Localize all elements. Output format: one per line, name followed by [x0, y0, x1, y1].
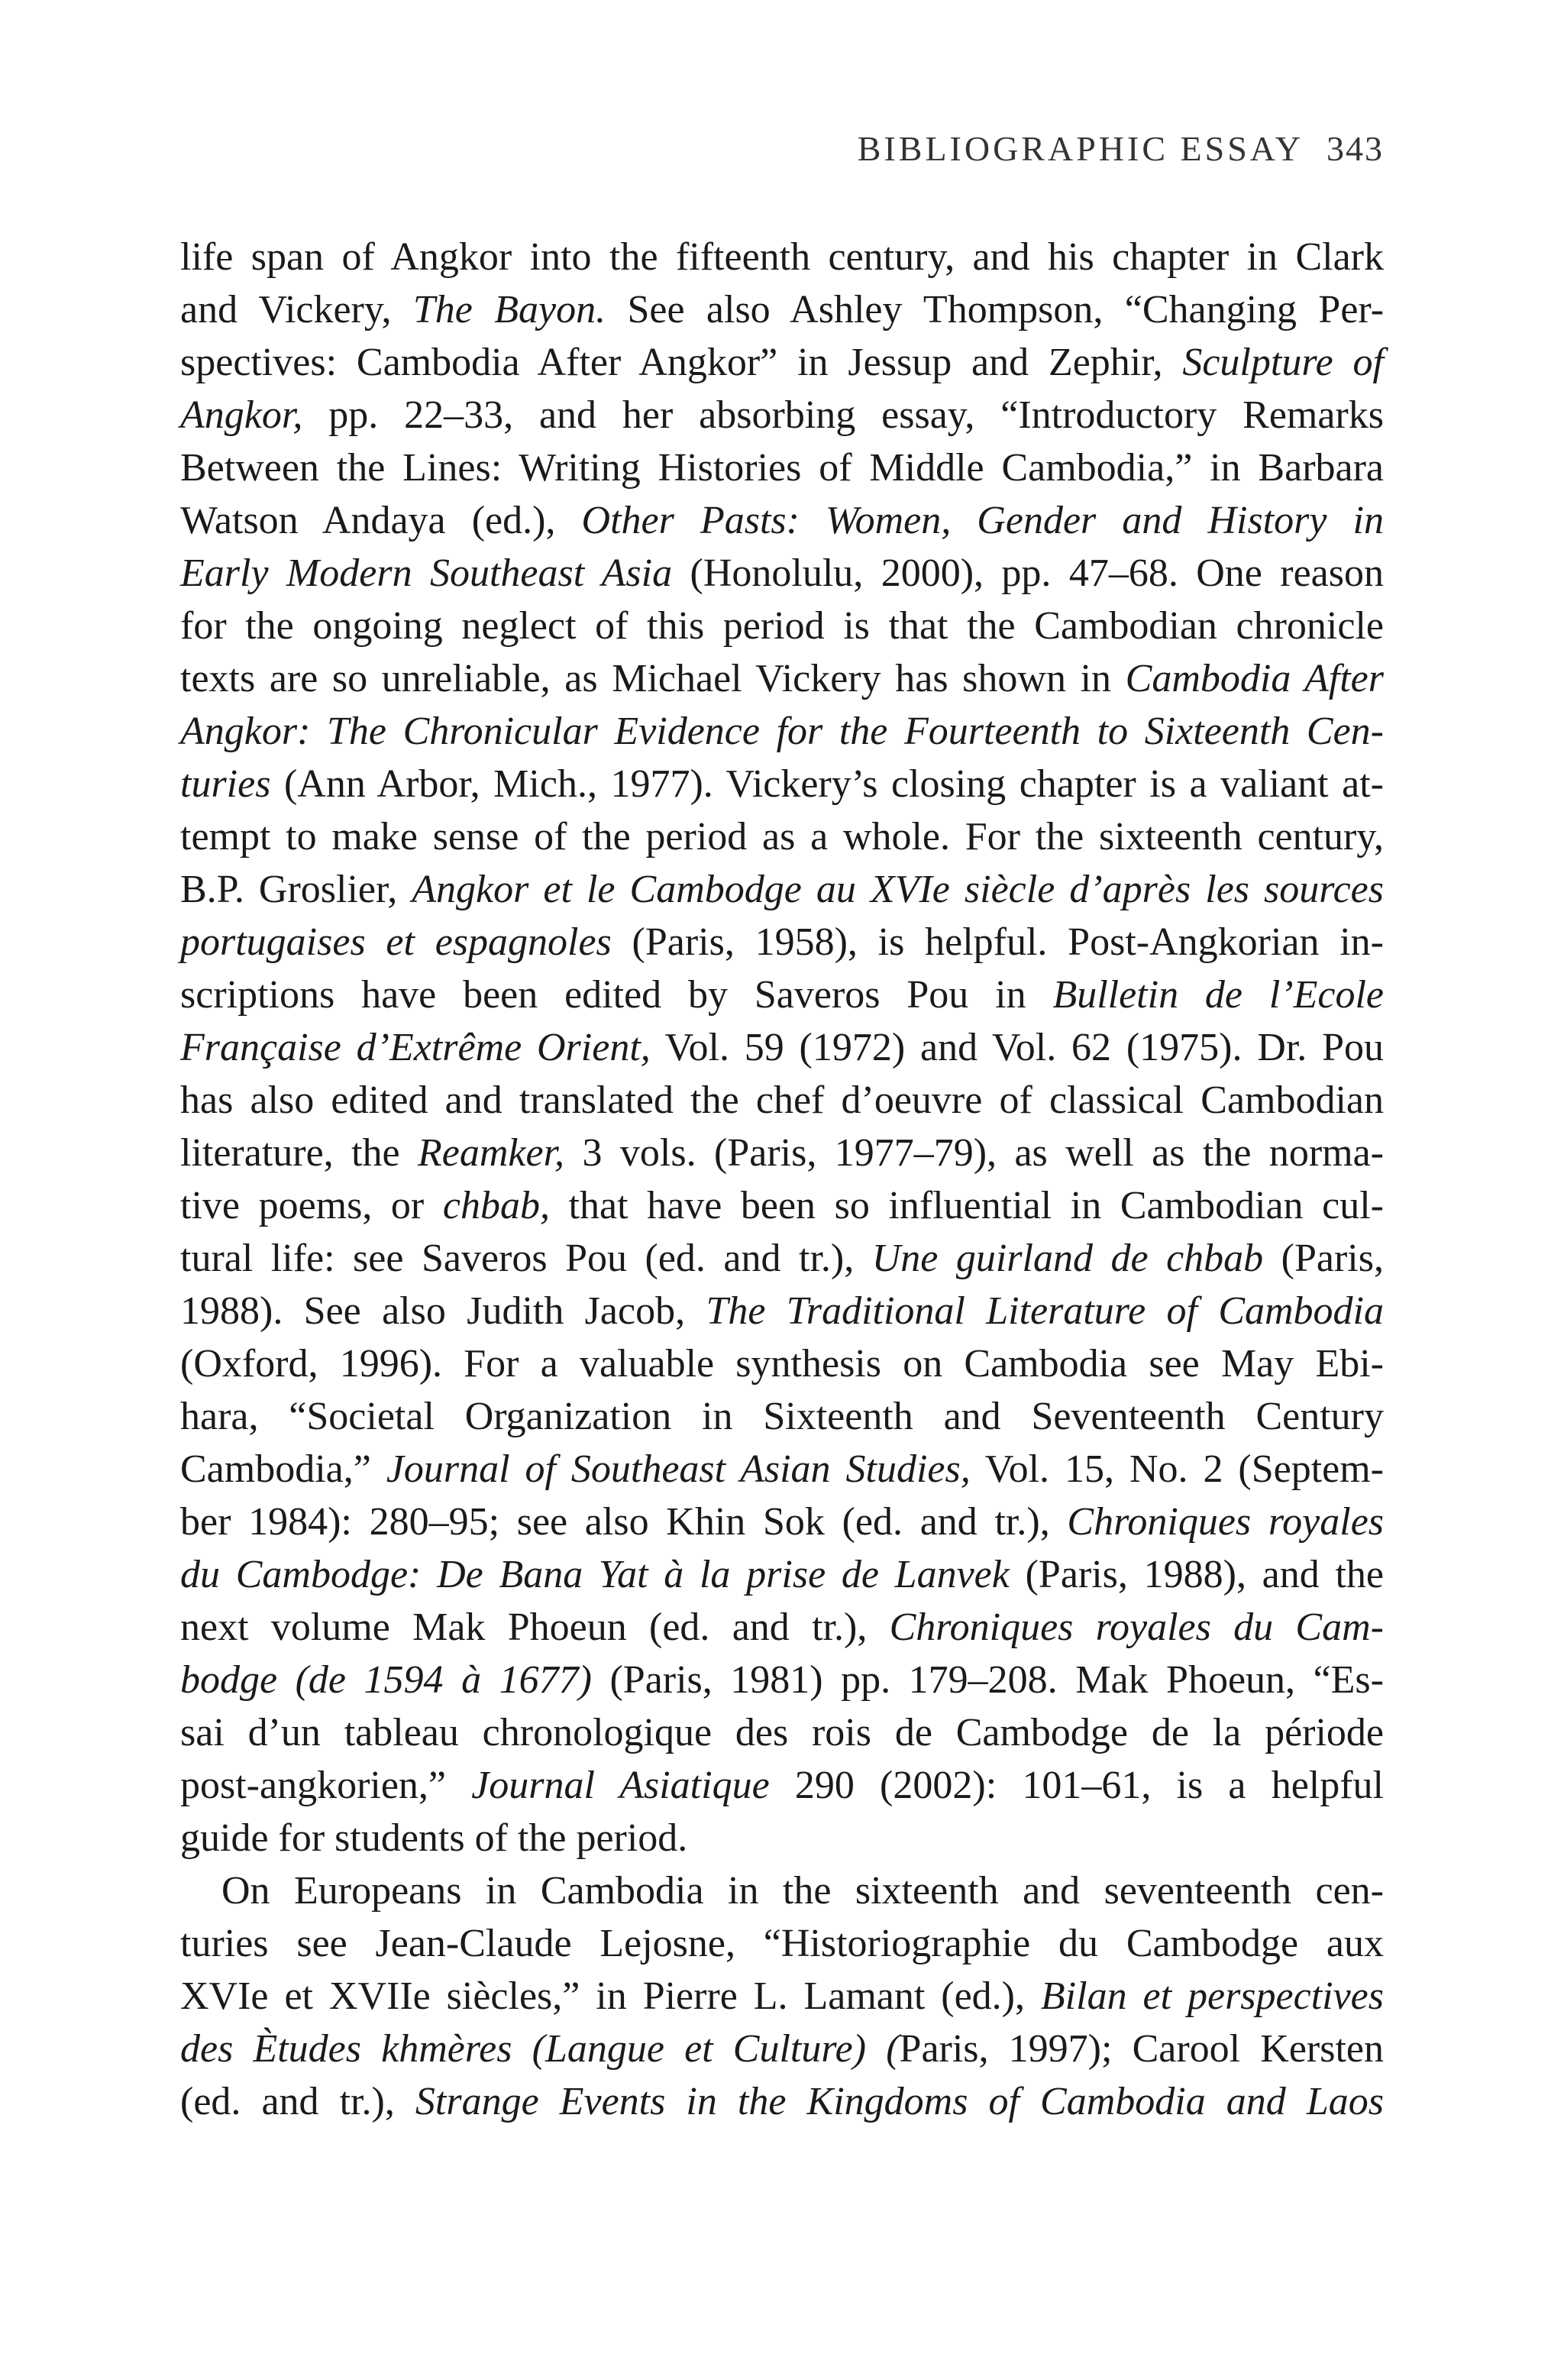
- page-number: 343: [1326, 129, 1384, 168]
- text-run: Paris, 1997); Carool Kersten: [899, 2027, 1384, 2071]
- text-line: [180, 1654, 1384, 1706]
- text-line: [180, 547, 1384, 600]
- text-line: [180, 810, 1384, 863]
- text-run: (Paris, 1958), is helpful. Post-Angkorian in-: [611, 920, 1384, 964]
- italic-text: Bulletin de l’Ecole: [1052, 973, 1384, 1017]
- text-run: literature, the: [180, 1131, 418, 1175]
- running-head-title: BIBLIOGRAPHIC ESSAY: [857, 129, 1304, 168]
- text-run: hara, “Societal Organization in Sixteenth and Seventeenth Century: [180, 1395, 1384, 1438]
- text-line: [180, 389, 1384, 441]
- text-run: spectives: Cambodia After Angkor” in Jessup and Zephir,: [180, 341, 1183, 384]
- text-run: scriptions have been edited by Saveros Pou in: [180, 973, 1053, 1017]
- text-run: 3 vols. (Paris, 1977–79), as well as the norma-: [564, 1131, 1384, 1175]
- italic-text: Journal Asiatique: [471, 1764, 770, 1807]
- text-run: (Oxford, 1996). For a valuable synthesis on Cambodia see May Ebi-: [180, 1342, 1384, 1386]
- text-run: (Ann Arbor, Mich., 1977). Vickery’s closing chapter is a valiant at-: [270, 762, 1384, 806]
- text-line: [180, 1337, 1384, 1390]
- text-run: (ed. and tr.),: [180, 2080, 415, 2123]
- text-run: pp. 22–33, and her absorbing essay, “Introductory Remarks: [302, 393, 1384, 437]
- text-line: [180, 336, 1384, 389]
- italic-text: Angkor: The Chronicular Evidence for the Fourteenth to Sixteenth Cen-: [180, 710, 1384, 753]
- text-run: 1988). See also Judith Jacob,: [180, 1289, 706, 1333]
- italic-text: The Bayon.: [412, 288, 606, 331]
- text-run: XVIe et XVIIe siècles,” in Pierre L. Lamant (ed.),: [180, 1974, 1041, 2018]
- text-run: tural life: see Saveros Pou (ed. and tr.),: [180, 1237, 872, 1280]
- text-line: [180, 1706, 1384, 1759]
- text-line: [180, 2023, 1384, 2075]
- text-run: that have been so influential in Cambodian cul-: [549, 1184, 1384, 1227]
- text-line: [180, 968, 1384, 1021]
- text-run: See also Ashley Thompson, “Changing Per-: [606, 288, 1385, 331]
- text-run: sai d’un tableau chronologique des rois de Cambodge de la période: [180, 1711, 1384, 1754]
- text-run: Between the Lines: Writing Histories of Middle Cambodia,” in Barbara: [180, 446, 1384, 490]
- text-line: [180, 758, 1384, 810]
- text-line: [180, 231, 1384, 283]
- text-line: [180, 1021, 1384, 1074]
- text-run: texts are so unreliable, as Michael Vickery has shown in: [180, 657, 1126, 700]
- text-run: (Paris,: [1263, 1237, 1384, 1280]
- text-line: [180, 863, 1384, 916]
- text-run: (Paris, 1981) pp. 179–208. Mak Phoeun, “Es-: [591, 1658, 1384, 1702]
- text-run: and Vickery,: [180, 288, 413, 331]
- text-line: [180, 1232, 1384, 1285]
- text-run: 290 (2002): 101–61, is a helpful: [769, 1764, 1384, 1807]
- italic-text: Cambodia After: [1125, 657, 1384, 700]
- text-line: [180, 1759, 1384, 1812]
- text-line: [180, 1812, 1384, 1864]
- text-line: [180, 1074, 1384, 1127]
- text-line: [180, 1285, 1384, 1337]
- text-run: ber 1984): 280–95; see also Khin Sok (ed. and tr.),: [180, 1500, 1068, 1544]
- italic-text: Sculpture of: [1182, 341, 1384, 384]
- text-line: [180, 441, 1384, 494]
- text-line: [180, 2075, 1384, 2128]
- italic-text: turies: [180, 762, 271, 806]
- italic-text: chbab,: [442, 1184, 550, 1227]
- text-run: B.P. Groslier,: [180, 868, 412, 911]
- text-line: [180, 1864, 1384, 1917]
- text-run: Vol. 15, No. 2 (Septem-: [970, 1447, 1385, 1491]
- italic-text: Early Modern Southeast Asia: [180, 551, 673, 595]
- text-run: tive poems, or: [180, 1184, 443, 1227]
- italic-text: Other Pasts: Women, Gender and History in: [581, 499, 1384, 542]
- text-line: [180, 916, 1384, 968]
- italic-text: Journal of Southeast Asian Studies,: [386, 1447, 971, 1491]
- text-run: Cambodia,”: [180, 1447, 386, 1491]
- text-line: [180, 1548, 1384, 1601]
- italic-text: Angkor,: [180, 393, 303, 437]
- text-run: turies see Jean-Claude Lejosne, “Historiographie du Cambodge aux: [180, 1922, 1384, 1965]
- text-run: Vol. 59 (1972) and Vol. 62 (1975). Dr. Pou: [650, 1026, 1384, 1069]
- text-run: life span of Angkor into the fifteenth century, and his chapter in Clark: [180, 235, 1384, 279]
- text-run: (Paris, 1988), and the: [1009, 1553, 1385, 1596]
- text-line: [180, 283, 1384, 336]
- text-run: next volume Mak Phoeun (ed. and tr.),: [180, 1606, 890, 1649]
- italic-text: Chroniques royales du Cam-: [889, 1606, 1384, 1649]
- text-line: [180, 1496, 1384, 1548]
- running-head: [858, 128, 1384, 169]
- italic-text: Chroniques royales: [1067, 1500, 1385, 1544]
- italic-text: Strange Events in the Kingdoms of Cambodia and Laos: [415, 2080, 1385, 2123]
- italic-text: du Cambodge: De Bana Yat à la prise de Lanvek: [180, 1553, 1010, 1596]
- italic-text: Angkor et le Cambodge au XVIe siècle d’après les sources: [412, 868, 1384, 911]
- paragraph: [180, 231, 1384, 1864]
- paragraph: [180, 1864, 1384, 2128]
- italic-text: Bilan et perspectives: [1040, 1974, 1384, 2018]
- text-run: Watson Andaya (ed.),: [180, 499, 582, 542]
- text-run: for the ongoing neglect of this period is that the Cambodian chronicle: [180, 604, 1384, 648]
- text-run: tempt to make sense of the period as a whole. For the sixteenth century,: [180, 815, 1384, 859]
- text-run: post-angkorien,”: [180, 1764, 472, 1807]
- italic-text: Une guirland de chbab: [871, 1237, 1264, 1280]
- text-line: [180, 1390, 1384, 1443]
- italic-text: portugaises et espagnoles: [180, 920, 612, 964]
- italic-text: bodge (de 1594 à 1677): [180, 1658, 592, 1702]
- body-text: [180, 231, 1384, 2128]
- text-line: [180, 600, 1384, 652]
- text-line: [180, 1970, 1384, 2023]
- text-line: [180, 1179, 1384, 1232]
- text-line: [180, 1127, 1384, 1179]
- text-run: has also edited and translated the chef d’oeuvre of classical Cambodian: [180, 1078, 1384, 1122]
- text-line: [180, 1917, 1384, 1970]
- italic-text: Française d’Extrême Orient,: [180, 1026, 651, 1069]
- italic-text: The Traditional Literature of Cambodia: [706, 1289, 1385, 1333]
- text-line: [180, 494, 1384, 547]
- text-line: [180, 1443, 1384, 1496]
- italic-text: Reamker,: [418, 1131, 565, 1175]
- text-run: guide for students of the period.: [180, 1816, 688, 1860]
- text-line: [180, 652, 1384, 705]
- italic-text: des Ètudes khmères (Langue et Culture) (: [180, 2027, 900, 2071]
- text-line: [180, 705, 1384, 758]
- text-run: (Honolulu, 2000), pp. 47–68. One reason: [672, 551, 1384, 595]
- text-run: On Europeans in Cambodia in the sixteenth and seventeenth cen-: [221, 1869, 1384, 1913]
- text-line: [180, 1601, 1384, 1654]
